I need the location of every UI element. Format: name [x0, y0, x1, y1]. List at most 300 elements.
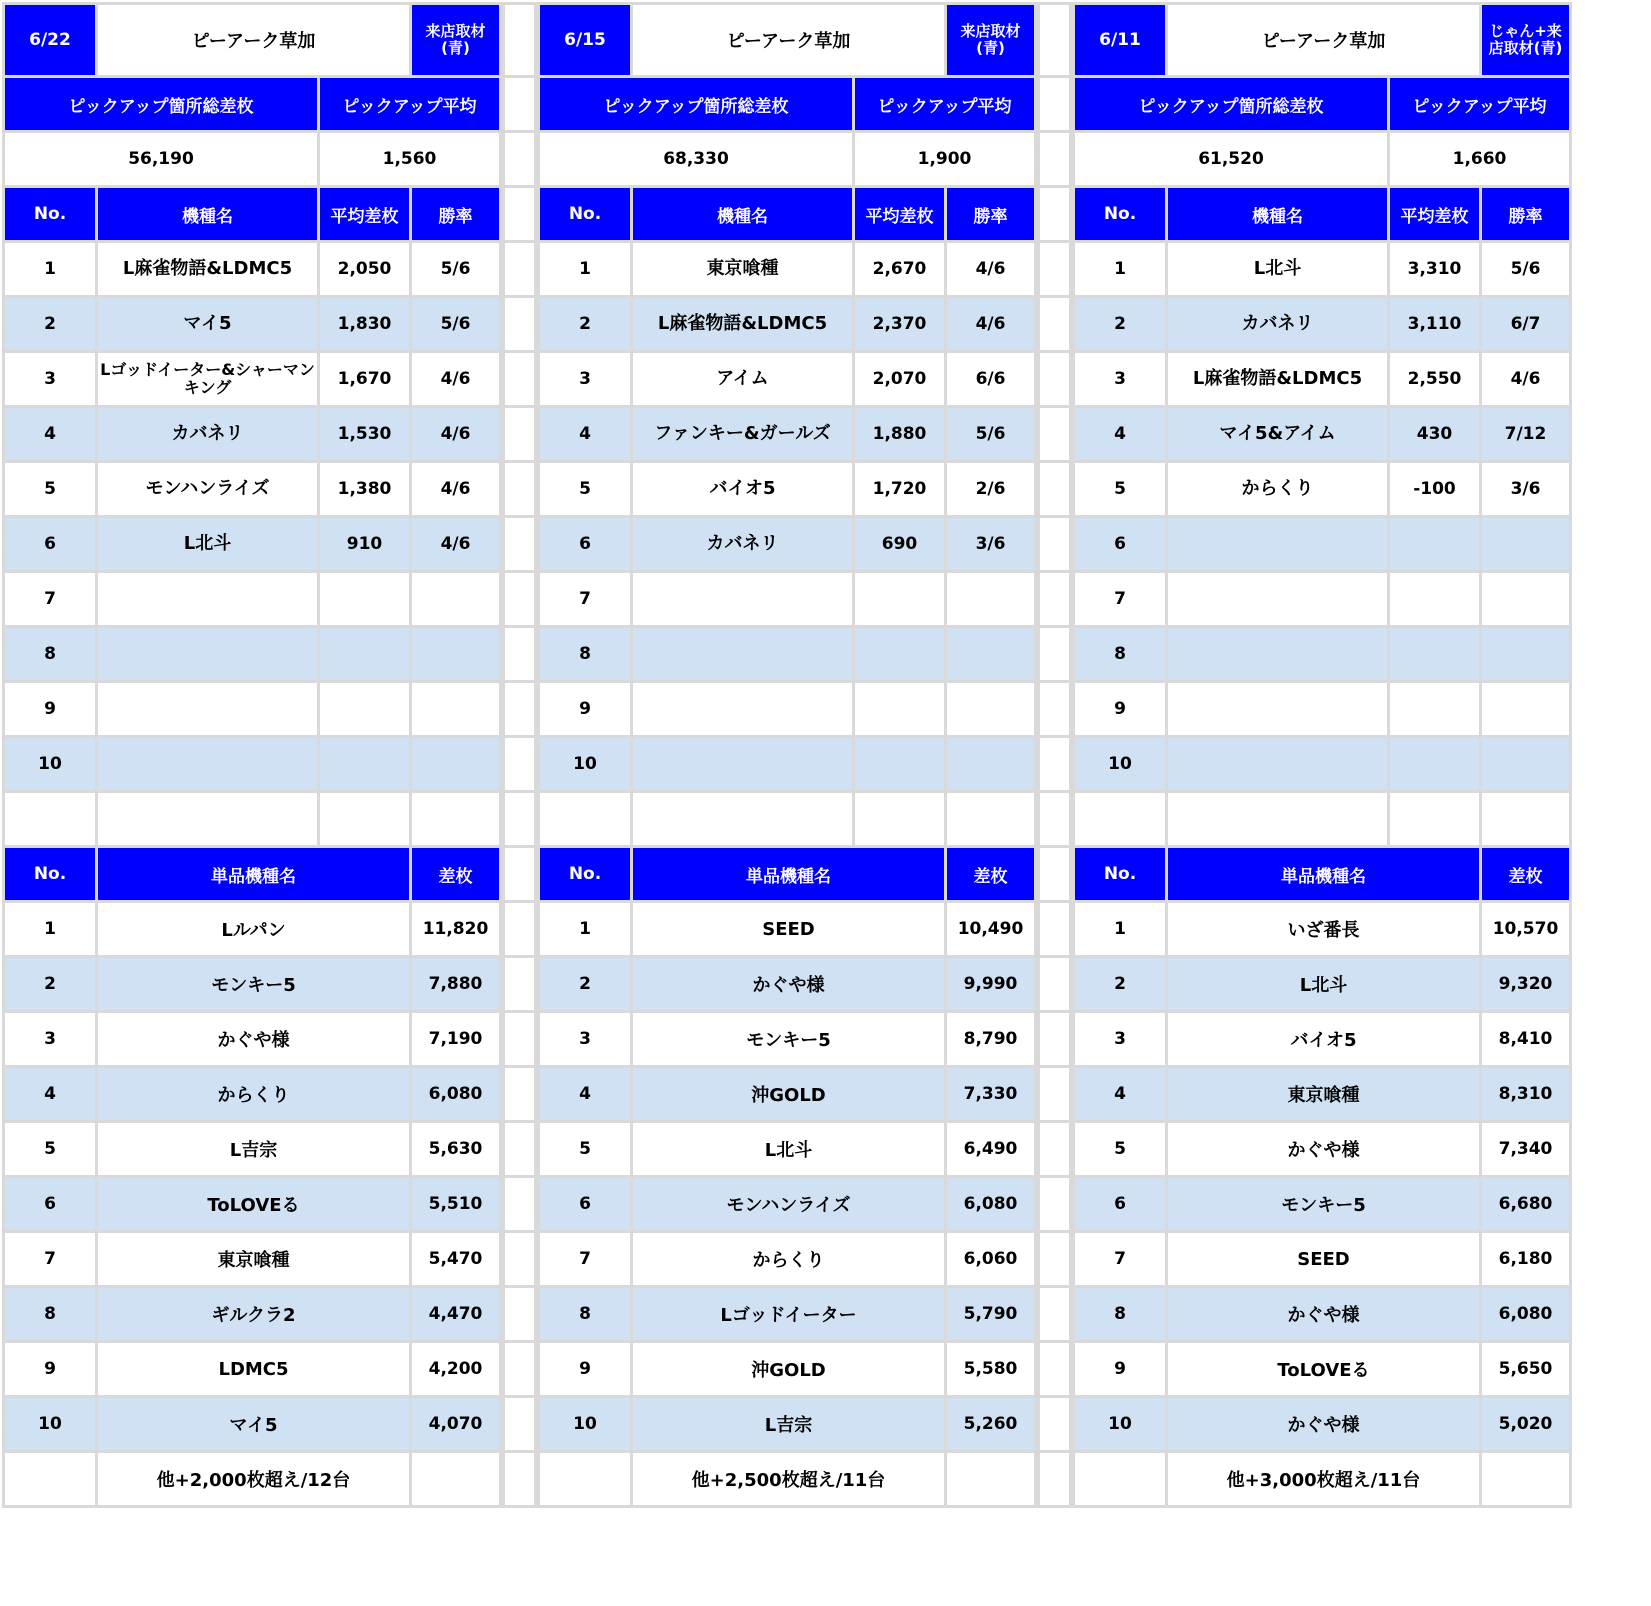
- model-name: カバネリ: [632, 517, 854, 572]
- gap-cell: [504, 517, 536, 572]
- store-name: ピーアーク草加: [97, 4, 411, 77]
- model-avg-diff: [319, 737, 411, 792]
- single-name: ToLOVEる: [1167, 1342, 1481, 1397]
- model-win-rate: [946, 682, 1036, 737]
- no-header: No.: [4, 187, 97, 242]
- single-row: [539, 1232, 1036, 1287]
- single-row: [1074, 957, 1571, 1012]
- single-diff: 6,490: [946, 1122, 1036, 1177]
- model-avg-diff: [1389, 627, 1481, 682]
- gap-cell: [1039, 352, 1071, 407]
- model-avg-diff: [854, 627, 946, 682]
- model-avg-diff: 2,050: [319, 242, 411, 297]
- model-row: [539, 572, 1036, 627]
- gap-cell: [504, 1067, 536, 1122]
- single-diff: 5,650: [1481, 1342, 1571, 1397]
- model-no: 2: [4, 297, 97, 352]
- single-no: 6: [4, 1177, 97, 1232]
- model-avg-diff: [319, 572, 411, 627]
- footer-note: 他+3,000枚超え/11台: [1167, 1452, 1481, 1507]
- model-avg-diff: 1,670: [319, 352, 411, 407]
- single-row: [539, 1177, 1036, 1232]
- single-machine-header: 単品機種名: [97, 847, 411, 902]
- results-board: [2, 2, 1572, 1508]
- single-row: [1074, 902, 1571, 957]
- single-diff: 5,630: [411, 1122, 501, 1177]
- model-name: L麻雀物語&LDMC5: [632, 297, 854, 352]
- model-avg-diff: 1,380: [319, 462, 411, 517]
- gap-cell: [1039, 1012, 1071, 1067]
- model-win-rate: 7/12: [1481, 407, 1571, 462]
- single-name: 沖GOLD: [632, 1342, 946, 1397]
- model-row: [1074, 517, 1571, 572]
- model-row: [539, 462, 1036, 517]
- single-name: Lゴッドイーター: [632, 1287, 946, 1342]
- date-cell: 6/22: [4, 4, 97, 77]
- single-name: かぐや様: [632, 957, 946, 1012]
- model-win-rate: [411, 737, 501, 792]
- model-name: バイオ5: [632, 462, 854, 517]
- model-name: [1167, 627, 1389, 682]
- model-avg-diff: [319, 627, 411, 682]
- model-win-rate: [946, 627, 1036, 682]
- single-row: [4, 1067, 501, 1122]
- gap-cell: [504, 352, 536, 407]
- single-diff: 8,310: [1481, 1067, 1571, 1122]
- win-rate-header: 勝率: [946, 187, 1036, 242]
- model-win-rate: 4/6: [411, 517, 501, 572]
- model-win-rate: 4/6: [946, 297, 1036, 352]
- single-row: [1074, 1232, 1571, 1287]
- model-name: L北斗: [97, 517, 319, 572]
- empty-cell: [1481, 792, 1571, 847]
- model-name: [97, 682, 319, 737]
- empty-cell: [632, 792, 854, 847]
- single-name: バイオ5: [1167, 1012, 1481, 1067]
- single-name: かぐや様: [97, 1012, 411, 1067]
- model-name: [632, 627, 854, 682]
- model-name: [97, 572, 319, 627]
- single-name: モンキー5: [97, 957, 411, 1012]
- pickup-total-value: 68,330: [539, 132, 854, 187]
- pickup-total-value: 61,520: [1074, 132, 1389, 187]
- model-no: 10: [4, 737, 97, 792]
- single-name: 東京喰種: [97, 1232, 411, 1287]
- model-avg-diff: -100: [1389, 462, 1481, 517]
- single-row: [539, 1397, 1036, 1452]
- empty-cell: [411, 1452, 501, 1507]
- single-name: 東京喰種: [1167, 1067, 1481, 1122]
- panel-header-row: [1074, 4, 1571, 77]
- gap-cell: [504, 1342, 536, 1397]
- single-name: SEED: [632, 902, 946, 957]
- model-no: 9: [1074, 682, 1167, 737]
- model-avg-diff: 910: [319, 517, 411, 572]
- model-row: [539, 737, 1036, 792]
- model-win-rate: 6/6: [946, 352, 1036, 407]
- model-row: [1074, 737, 1571, 792]
- model-avg-diff: [1389, 517, 1481, 572]
- empty-cell: [319, 792, 411, 847]
- pickup-total-header: ピックアップ箇所総差枚: [4, 77, 319, 132]
- win-rate-header: 勝率: [1481, 187, 1571, 242]
- no-header: No.: [4, 847, 97, 902]
- model-avg-diff: [1389, 572, 1481, 627]
- single-name: L北斗: [1167, 957, 1481, 1012]
- single-no: 7: [4, 1232, 97, 1287]
- empty-cell: [4, 792, 97, 847]
- model-row: [1074, 462, 1571, 517]
- single-no: 10: [539, 1397, 632, 1452]
- model-row: [4, 517, 501, 572]
- model-win-rate: 3/6: [1481, 462, 1571, 517]
- single-diff: 11,820: [411, 902, 501, 957]
- model-avg-diff: 430: [1389, 407, 1481, 462]
- model-name: L麻雀物語&LDMC5: [1167, 352, 1389, 407]
- single-row: [1074, 1012, 1571, 1067]
- single-diff: 6,080: [946, 1177, 1036, 1232]
- model-name: マイ5&アイム: [1167, 407, 1389, 462]
- model-row: [1074, 407, 1571, 462]
- single-name: モンハンライズ: [632, 1177, 946, 1232]
- model-name: アイム: [632, 352, 854, 407]
- model-avg-diff: [1389, 682, 1481, 737]
- model-name: からくり: [1167, 462, 1389, 517]
- model-avg-diff: 2,670: [854, 242, 946, 297]
- win-rate-header: 勝率: [411, 187, 501, 242]
- single-row: [1074, 1287, 1571, 1342]
- single-no: 6: [1074, 1177, 1167, 1232]
- gap-cell: [1039, 1177, 1071, 1232]
- single-name: Lルパン: [97, 902, 411, 957]
- single-name: L北斗: [632, 1122, 946, 1177]
- machine-header: 機種名: [97, 187, 319, 242]
- empty-cell: [539, 1452, 632, 1507]
- model-row: [4, 737, 501, 792]
- gap-cell: [1039, 682, 1071, 737]
- single-name: SEED: [1167, 1232, 1481, 1287]
- model-name: L麻雀物語&LDMC5: [97, 242, 319, 297]
- gap-cell: [1039, 517, 1071, 572]
- single-row: [1074, 1342, 1571, 1397]
- single-diff: 6,060: [946, 1232, 1036, 1287]
- model-name: [1167, 572, 1389, 627]
- result-panel-6-15: [537, 2, 1037, 1508]
- model-name: [1167, 682, 1389, 737]
- model-avg-diff: 1,830: [319, 297, 411, 352]
- model-no: 5: [4, 462, 97, 517]
- empty-cell: [1167, 792, 1389, 847]
- gap-cell: [1039, 847, 1071, 902]
- single-no: 1: [1074, 902, 1167, 957]
- single-no: 5: [1074, 1122, 1167, 1177]
- model-name: [632, 737, 854, 792]
- pickup-total-value: 56,190: [4, 132, 319, 187]
- pickup-avg-value: 1,660: [1389, 132, 1571, 187]
- model-win-rate: [946, 737, 1036, 792]
- model-win-rate: 4/6: [411, 462, 501, 517]
- single-row: [4, 1122, 501, 1177]
- single-diff: 6,180: [1481, 1232, 1571, 1287]
- diff-header: 差枚: [1481, 847, 1571, 902]
- gap-cell: [1039, 1122, 1071, 1177]
- gap-cell: [504, 242, 536, 297]
- single-name: ToLOVEる: [97, 1177, 411, 1232]
- empty-cell: [854, 792, 946, 847]
- gap-cell: [504, 187, 536, 242]
- single-name: LDMC5: [97, 1342, 411, 1397]
- gap-cell: [504, 627, 536, 682]
- single-diff: 6,080: [411, 1067, 501, 1122]
- gap-cell: [504, 1012, 536, 1067]
- single-name: ギルクラ2: [97, 1287, 411, 1342]
- single-diff: 5,260: [946, 1397, 1036, 1452]
- model-no: 10: [539, 737, 632, 792]
- footer-note: 他+2,500枚超え/11台: [632, 1452, 946, 1507]
- model-no: 8: [4, 627, 97, 682]
- model-row: [1074, 572, 1571, 627]
- empty-cell: [1074, 1452, 1167, 1507]
- model-row: [539, 682, 1036, 737]
- result-panel-6-22: [2, 2, 502, 1508]
- model-no: 1: [4, 242, 97, 297]
- gap-cell: [1039, 1397, 1071, 1452]
- single-no: 9: [539, 1342, 632, 1397]
- gap-cell: [504, 792, 536, 847]
- model-avg-diff: [319, 682, 411, 737]
- gap-cell: [1039, 4, 1071, 77]
- single-diff: 7,190: [411, 1012, 501, 1067]
- no-header: No.: [1074, 847, 1167, 902]
- model-avg-diff: 690: [854, 517, 946, 572]
- model-win-rate: [411, 682, 501, 737]
- empty-cell: [539, 792, 632, 847]
- model-avg-diff: 1,880: [854, 407, 946, 462]
- date-cell: 6/15: [539, 4, 632, 77]
- single-no: 3: [4, 1012, 97, 1067]
- single-name: モンキー5: [1167, 1177, 1481, 1232]
- gap-cell: [504, 1232, 536, 1287]
- model-row: [4, 352, 501, 407]
- model-win-rate: 4/6: [411, 352, 501, 407]
- single-no: 2: [4, 957, 97, 1012]
- model-win-rate: 6/7: [1481, 297, 1571, 352]
- footer-row: [4, 1452, 501, 1507]
- panel-header-row: [4, 4, 501, 77]
- gap-cell: [1039, 462, 1071, 517]
- model-win-rate: [1481, 517, 1571, 572]
- single-row: [4, 1342, 501, 1397]
- gap-cell: [504, 1122, 536, 1177]
- model-no: 6: [539, 517, 632, 572]
- single-machine-header: 単品機種名: [632, 847, 946, 902]
- empty-cell: [946, 792, 1036, 847]
- single-row: [4, 1012, 501, 1067]
- model-avg-diff: [854, 737, 946, 792]
- model-row: [539, 407, 1036, 462]
- single-no: 2: [1074, 957, 1167, 1012]
- pickup-total-header: ピックアップ箇所総差枚: [539, 77, 854, 132]
- single-row: [4, 902, 501, 957]
- model-row: [4, 297, 501, 352]
- gap-cell: [1039, 1342, 1071, 1397]
- single-diff: 9,320: [1481, 957, 1571, 1012]
- empty-cell: [1074, 792, 1167, 847]
- store-name: ピーアーク草加: [1167, 4, 1481, 77]
- empty-cell: [1389, 792, 1481, 847]
- gap-cell: [1039, 737, 1071, 792]
- gap-cell: [504, 902, 536, 957]
- single-no: 3: [1074, 1012, 1167, 1067]
- single-row: [1074, 1397, 1571, 1452]
- single-row: [539, 957, 1036, 1012]
- model-row: [4, 682, 501, 737]
- model-row: [4, 572, 501, 627]
- model-no: 8: [539, 627, 632, 682]
- single-no: 4: [1074, 1067, 1167, 1122]
- pickup-total-header: ピックアップ箇所総差枚: [1074, 77, 1389, 132]
- diff-header: 差枚: [946, 847, 1036, 902]
- gap-cell: [504, 297, 536, 352]
- single-diff: 5,470: [411, 1232, 501, 1287]
- model-win-rate: [411, 627, 501, 682]
- single-no: 4: [4, 1067, 97, 1122]
- model-row: [4, 627, 501, 682]
- gap-cell: [1039, 792, 1071, 847]
- gap-cell: [504, 847, 536, 902]
- model-no: 1: [539, 242, 632, 297]
- single-row: [4, 1232, 501, 1287]
- model-row: [1074, 352, 1571, 407]
- single-diff: 7,330: [946, 1067, 1036, 1122]
- event-label: じゃん+来店取材(青): [1481, 4, 1571, 77]
- avg-diff-header: 平均差枚: [319, 187, 411, 242]
- model-no: 10: [1074, 737, 1167, 792]
- model-row: [1074, 627, 1571, 682]
- single-diff: 5,790: [946, 1287, 1036, 1342]
- single-name: いざ番長: [1167, 902, 1481, 957]
- gap-cell: [1039, 407, 1071, 462]
- model-no: 3: [1074, 352, 1167, 407]
- model-win-rate: 4/6: [1481, 352, 1571, 407]
- gap-cell: [504, 77, 536, 132]
- single-no: 4: [539, 1067, 632, 1122]
- model-win-rate: [946, 572, 1036, 627]
- panel-header-row: [539, 4, 1036, 77]
- single-no: 2: [539, 957, 632, 1012]
- gap-cell: [1039, 187, 1071, 242]
- model-no: 2: [1074, 297, 1167, 352]
- model-no: 7: [4, 572, 97, 627]
- single-no: 3: [539, 1012, 632, 1067]
- model-win-rate: 2/6: [946, 462, 1036, 517]
- single-row: [1074, 1067, 1571, 1122]
- model-no: 7: [539, 572, 632, 627]
- model-row: [539, 352, 1036, 407]
- gap-cell: [1039, 242, 1071, 297]
- single-name: かぐや様: [1167, 1122, 1481, 1177]
- gap-cell: [504, 1177, 536, 1232]
- model-no: 9: [4, 682, 97, 737]
- model-no: 8: [1074, 627, 1167, 682]
- single-diff: 5,510: [411, 1177, 501, 1232]
- gap-cell: [504, 132, 536, 187]
- empty-cell: [1481, 1452, 1571, 1507]
- no-header: No.: [539, 847, 632, 902]
- single-row: [539, 1067, 1036, 1122]
- single-diff: 6,680: [1481, 1177, 1571, 1232]
- footer-row: [1074, 1452, 1571, 1507]
- single-name: L吉宗: [97, 1122, 411, 1177]
- model-no: 7: [1074, 572, 1167, 627]
- empty-cell: [4, 1452, 97, 1507]
- model-row: [1074, 682, 1571, 737]
- gap-cell: [504, 737, 536, 792]
- no-header: No.: [539, 187, 632, 242]
- model-win-rate: [411, 572, 501, 627]
- single-no: 1: [4, 902, 97, 957]
- model-name: [97, 737, 319, 792]
- event-label: 来店取材(青): [411, 4, 501, 77]
- model-no: 4: [4, 407, 97, 462]
- model-row: [539, 517, 1036, 572]
- model-name: ファンキー&ガールズ: [632, 407, 854, 462]
- single-no: 5: [539, 1122, 632, 1177]
- model-name: Lゴッドイーター&シャーマンキング: [97, 352, 319, 407]
- gap-cell: [1039, 572, 1071, 627]
- model-row: [4, 407, 501, 462]
- single-diff: 4,200: [411, 1342, 501, 1397]
- single-name: からくり: [632, 1232, 946, 1287]
- single-diff: 4,470: [411, 1287, 501, 1342]
- gap-cell: [1039, 1067, 1071, 1122]
- model-no: 3: [4, 352, 97, 407]
- model-no: 1: [1074, 242, 1167, 297]
- spacer-row: [4, 792, 501, 847]
- spacer-row: [1074, 792, 1571, 847]
- model-name: モンハンライズ: [97, 462, 319, 517]
- single-row: [4, 1397, 501, 1452]
- single-name: マイ5: [97, 1397, 411, 1452]
- gap-cell: [1039, 132, 1071, 187]
- model-win-rate: 5/6: [411, 297, 501, 352]
- single-no: 8: [1074, 1287, 1167, 1342]
- gap-cell: [504, 1452, 536, 1507]
- single-name: L吉宗: [632, 1397, 946, 1452]
- single-row: [4, 1287, 501, 1342]
- avg-diff-header: 平均差枚: [854, 187, 946, 242]
- pickup-avg-header: ピックアップ平均: [319, 77, 501, 132]
- model-row: [539, 242, 1036, 297]
- footer-note: 他+2,000枚超え/12台: [97, 1452, 411, 1507]
- empty-cell: [411, 792, 501, 847]
- model-row: [539, 297, 1036, 352]
- single-no: 10: [1074, 1397, 1167, 1452]
- date-cell: 6/11: [1074, 4, 1167, 77]
- single-diff: 8,790: [946, 1012, 1036, 1067]
- column-gap: [1037, 2, 1072, 1508]
- single-row: [539, 1122, 1036, 1177]
- single-machine-header: 単品機種名: [1167, 847, 1481, 902]
- model-row: [1074, 297, 1571, 352]
- gap-cell: [504, 462, 536, 517]
- model-row: [539, 627, 1036, 682]
- single-diff: 10,570: [1481, 902, 1571, 957]
- model-win-rate: 3/6: [946, 517, 1036, 572]
- gap-cell: [1039, 1452, 1071, 1507]
- model-avg-diff: 2,550: [1389, 352, 1481, 407]
- model-row: [4, 242, 501, 297]
